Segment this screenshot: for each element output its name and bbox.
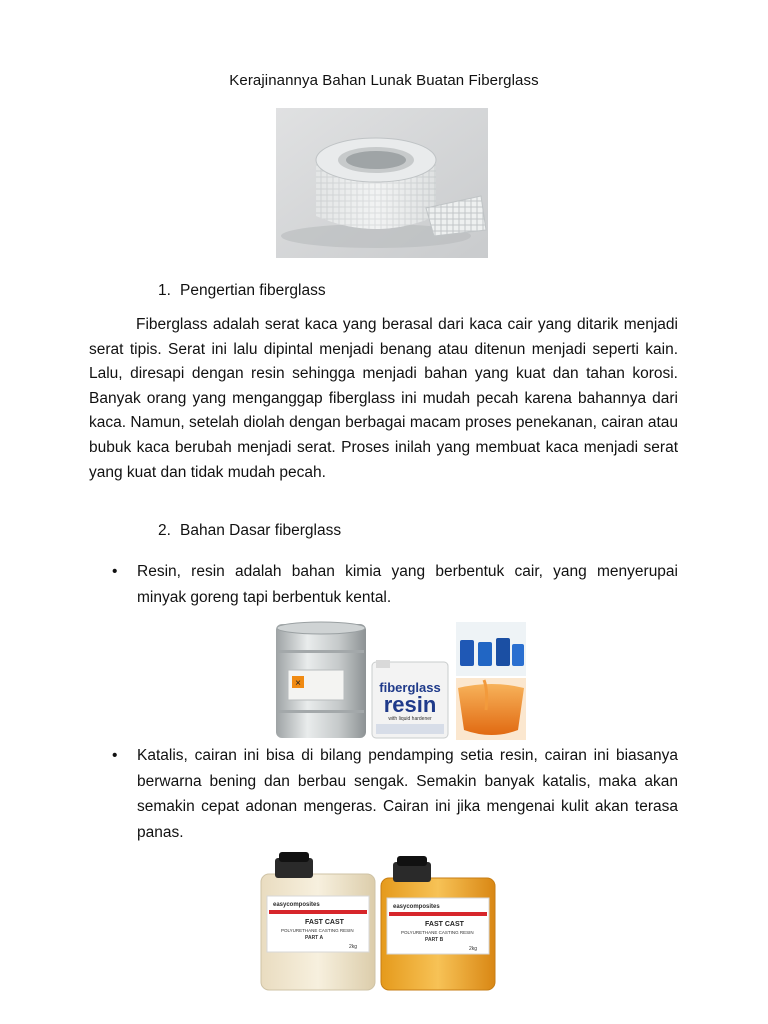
jar-a-brand: easycomposites <box>273 902 320 908</box>
can-sub-text: with liquid hardener <box>388 716 432 722</box>
bullet-marker: • <box>112 747 118 764</box>
jar-b-weight: 2kg <box>469 946 478 952</box>
section-number: 1. <box>158 282 171 299</box>
paragraph-definition: Fiberglass adalah serat kaca yang berasal dari kaca cair yang ditarik menjadi serat tipis. Serat ini lalu dipintal menjadi benang atau ditenun menjadi seperti kain. Lalu, diresapi dengan resin sehingga menjadi bahan yang kuat dan tahan korosi. Banyak orang yang menganggap fiberglass ini mudah pecah karena bahannya dari kaca. Namun, setelah diolah dengan berbagai macam proses penekanan, cairan atau bubuk kaca berubah menjadi serat. Proses inilah yang membuat kaca menjadi serat yang kuat dan tidak mudah pecah. <box>89 316 678 481</box>
fiberglass-tape-image <box>276 108 488 258</box>
jar-b-title: FAST CAST <box>425 921 464 928</box>
list-item-katalis <box>112 743 678 845</box>
jar-a-title: FAST CAST <box>305 919 344 926</box>
jar-a-sub: POLYURETHANE CASTING RESIN <box>281 928 354 933</box>
list-item-text: Resin, resin adalah bahan kimia yang berbentuk cair, yang menyerupai minyak goreng tapi berbentuk kental. <box>137 563 678 606</box>
section-title: Bahan Dasar fiberglass <box>180 522 342 539</box>
resin-products-image <box>272 620 528 740</box>
jar-a-part: PART A <box>305 935 324 941</box>
section-number: 2. <box>158 522 171 539</box>
catalyst-jars-image <box>255 848 505 994</box>
jar-b-brand: easycomposites <box>393 904 440 910</box>
section-title: Pengertian fiberglass <box>180 282 326 299</box>
bullet-marker: • <box>112 563 118 580</box>
jar-b-part: PART B <box>425 937 444 943</box>
jar-b-sub: POLYURETHANE CASTING RESIN <box>401 930 474 935</box>
page-title: Kerajinannya Bahan Lunak Buatan Fiberglass <box>229 72 539 89</box>
section-heading-2 <box>158 522 341 540</box>
list-item-text: Katalis, cairan ini bisa di bilang pendamping setia resin, cairan ini biasanya berwarna bening dan berbau sengak. Semakin banyak katalis, maka akan semakin cepat adonan mengeras. Cairan ini jika mengenai kulit akan terasa panas. <box>137 747 678 841</box>
can-product-text: resin <box>383 692 437 717</box>
can-brand-text: fiberglass <box>379 680 441 695</box>
section-heading-1 <box>158 282 326 300</box>
svg-text:×: × <box>295 678 301 689</box>
list-item-resin <box>112 559 678 610</box>
jar-a-weight: 2kg <box>349 944 358 950</box>
